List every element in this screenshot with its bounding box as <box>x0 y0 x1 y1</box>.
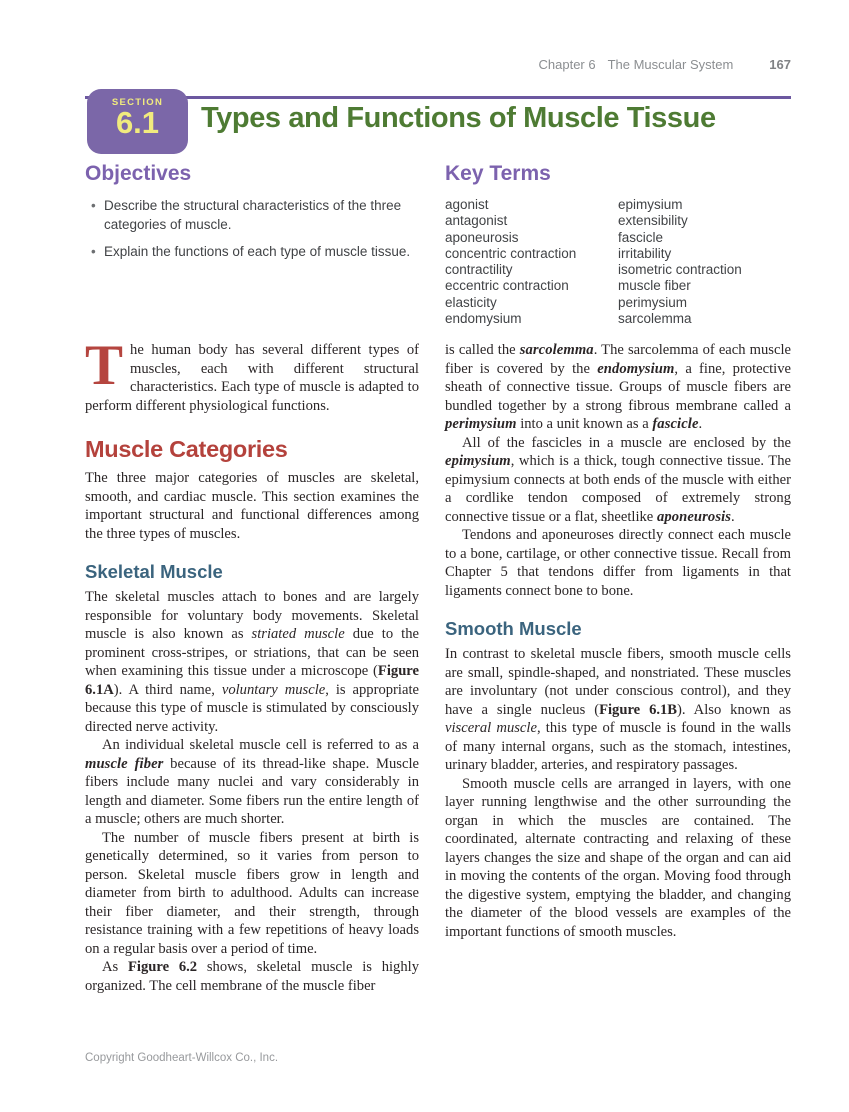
paragraph-text: he human body has several different types of muscles, each with different structural characteristics. Each type of muscle is adapted to perform different physiological functions. <box>85 342 419 414</box>
key-term: endomysium <box>445 311 522 327</box>
body-paragraph: Smooth muscle cells are arranged in layers, with one layer running lengthwise and the other surrounding the organ in which the muscles are contained. The coordinated, alternate contracting and relaxing of these layers changes the size and shape of the organ and can aid in moving the contents of the organ. Moving food through the digestive system, emptying the bladder, and changing the diameter of the blood vessels are examples of the important functions of smooth muscles. <box>445 775 791 940</box>
key-term: elasticity <box>445 294 497 310</box>
section-badge <box>87 89 188 154</box>
key-terms-columns <box>445 197 791 327</box>
key-term: eccentric contraction <box>445 278 569 294</box>
running-head <box>539 57 792 72</box>
copyright-note: Copyright Goodheart-Willcox Co., Inc. <box>85 1052 279 1064</box>
key-term: epimysium <box>618 197 683 212</box>
key-terms-heading: Key Terms <box>445 162 551 185</box>
body-paragraph: Tendons and aponeuroses directly connect each muscle to a bone, cartilage, or other connective tissue. Recall from Chapter 5 that tendons differ from ligaments in that ligaments connect bone to bone. <box>445 527 791 599</box>
body-paragraph: An individual skeletal muscle cell is referred to as a muscle fiber because of its thread-like shape. Muscle fibers include many nuclei and vary considerably in length and diameter. Some fibers run the entire length of a muscle; others are much shorter. <box>85 737 419 827</box>
body-paragraph: The number of muscle fibers present at birth is genetically determined, so it varies from person to person. Skeletal muscle fibers grow in length and diameter from birth to adulthood. Adults can increase their fiber diameter, and their strength, through resistance training with a few repetitions of heavy loads on a regular basis over a period of time. <box>85 829 419 957</box>
objective-item: • Describe the structural characteristics of the three categories of muscle. <box>91 197 419 235</box>
objectives-list <box>85 197 419 262</box>
body-paragraph: In contrast to skeletal muscle fibers, smooth muscle cells are small, spindle-shaped, and nonstriated. These muscles are involuntary (not under conscious control), and they have a single nucleus (Figure 6.1B). Also known as visceral muscle, this type of muscle is found in the walls of many internal organs, such as the stomach, intestines, urinary bladder, arteries, and respiratory passages. <box>445 646 791 773</box>
body-paragraph: is called the sarcolemma. The sarcolemma of each muscle fiber is covered by the endomysium, a fine, protective sheath of connective tissue. Groups of muscle fibers are bundled together by a strong fibrous membrane called a perimysium into a unit known as a fascicle. <box>445 342 791 432</box>
body-paragraph: The three major categories of muscles are skeletal, smooth, and cardiac muscle. This section examines the important structural and functional differences among the three types of muscles. <box>85 470 419 542</box>
key-terms-block <box>445 162 791 327</box>
body-paragraph: As Figure 6.2 shows, skeletal muscle is highly organized. The cell membrane of the muscle fiber <box>85 959 420 994</box>
key-term: sarcolemma <box>618 311 692 327</box>
section-title: Types and Functions of Muscle Tissue <box>201 102 716 134</box>
key-term: perimysium <box>618 294 688 310</box>
key-terms-column-1 <box>445 197 618 327</box>
major-heading: Muscle Categories <box>85 436 288 462</box>
objectives-block <box>85 162 419 327</box>
objectives-heading: Objectives <box>85 162 192 185</box>
body-paragraph <box>85 334 419 415</box>
body-paragraph: All of the fascicles in a muscle are enclosed by the epimysium, which is a thick, tough connective tissue. The epimysium connects at both ends of the muscle with either a cordlike tendon composed of extremely strong connective tissue or a flat, sheetlike aponeurosis. <box>445 434 791 525</box>
section-badge-number: 6.1 <box>115 105 160 140</box>
intro-row <box>85 162 791 327</box>
key-term: muscle fiber <box>618 278 691 294</box>
key-term: antagonist <box>445 213 508 229</box>
objective-item: • Explain the functions of each type of muscle tissue. <box>91 243 419 262</box>
key-term: aponeurosis <box>445 229 519 245</box>
section-banner <box>85 89 791 161</box>
key-terms-column-2 <box>618 197 791 327</box>
key-term: fascicle <box>618 229 664 245</box>
body-text-row <box>85 334 791 995</box>
section-badge-label: SECTION <box>111 97 164 108</box>
drop-cap: T <box>85 334 124 397</box>
key-term: isometric contraction <box>618 262 742 278</box>
subsection-heading: Skeletal Muscle <box>85 561 223 582</box>
running-head-chapter: Chapter 6 <box>538 57 596 72</box>
page-number: 167 <box>769 57 791 72</box>
body-paragraph: The skeletal muscles attach to bones and are largely responsible for voluntary body movements. Skeletal muscle is also known as striated muscle due to the prominent cross-stripes, or striations, that can be seen when examining this tissue under a microscope (Figure 6.1A). A third name, voluntary muscle, is appropriate because this type of muscle is stimulated by consciously directed nerve activity. <box>85 589 419 735</box>
key-term: extensibility <box>618 213 688 229</box>
key-term: irritability <box>618 245 672 261</box>
body-column-right <box>445 341 791 995</box>
running-head-title: The Muscular System <box>607 57 734 72</box>
key-term: contractility <box>445 262 513 278</box>
body-column-left <box>85 334 420 995</box>
subsection-heading: Smooth Muscle <box>445 618 582 639</box>
key-term: concentric contraction <box>445 245 577 261</box>
banner-rule <box>85 96 791 99</box>
key-term: agonist <box>445 197 489 212</box>
